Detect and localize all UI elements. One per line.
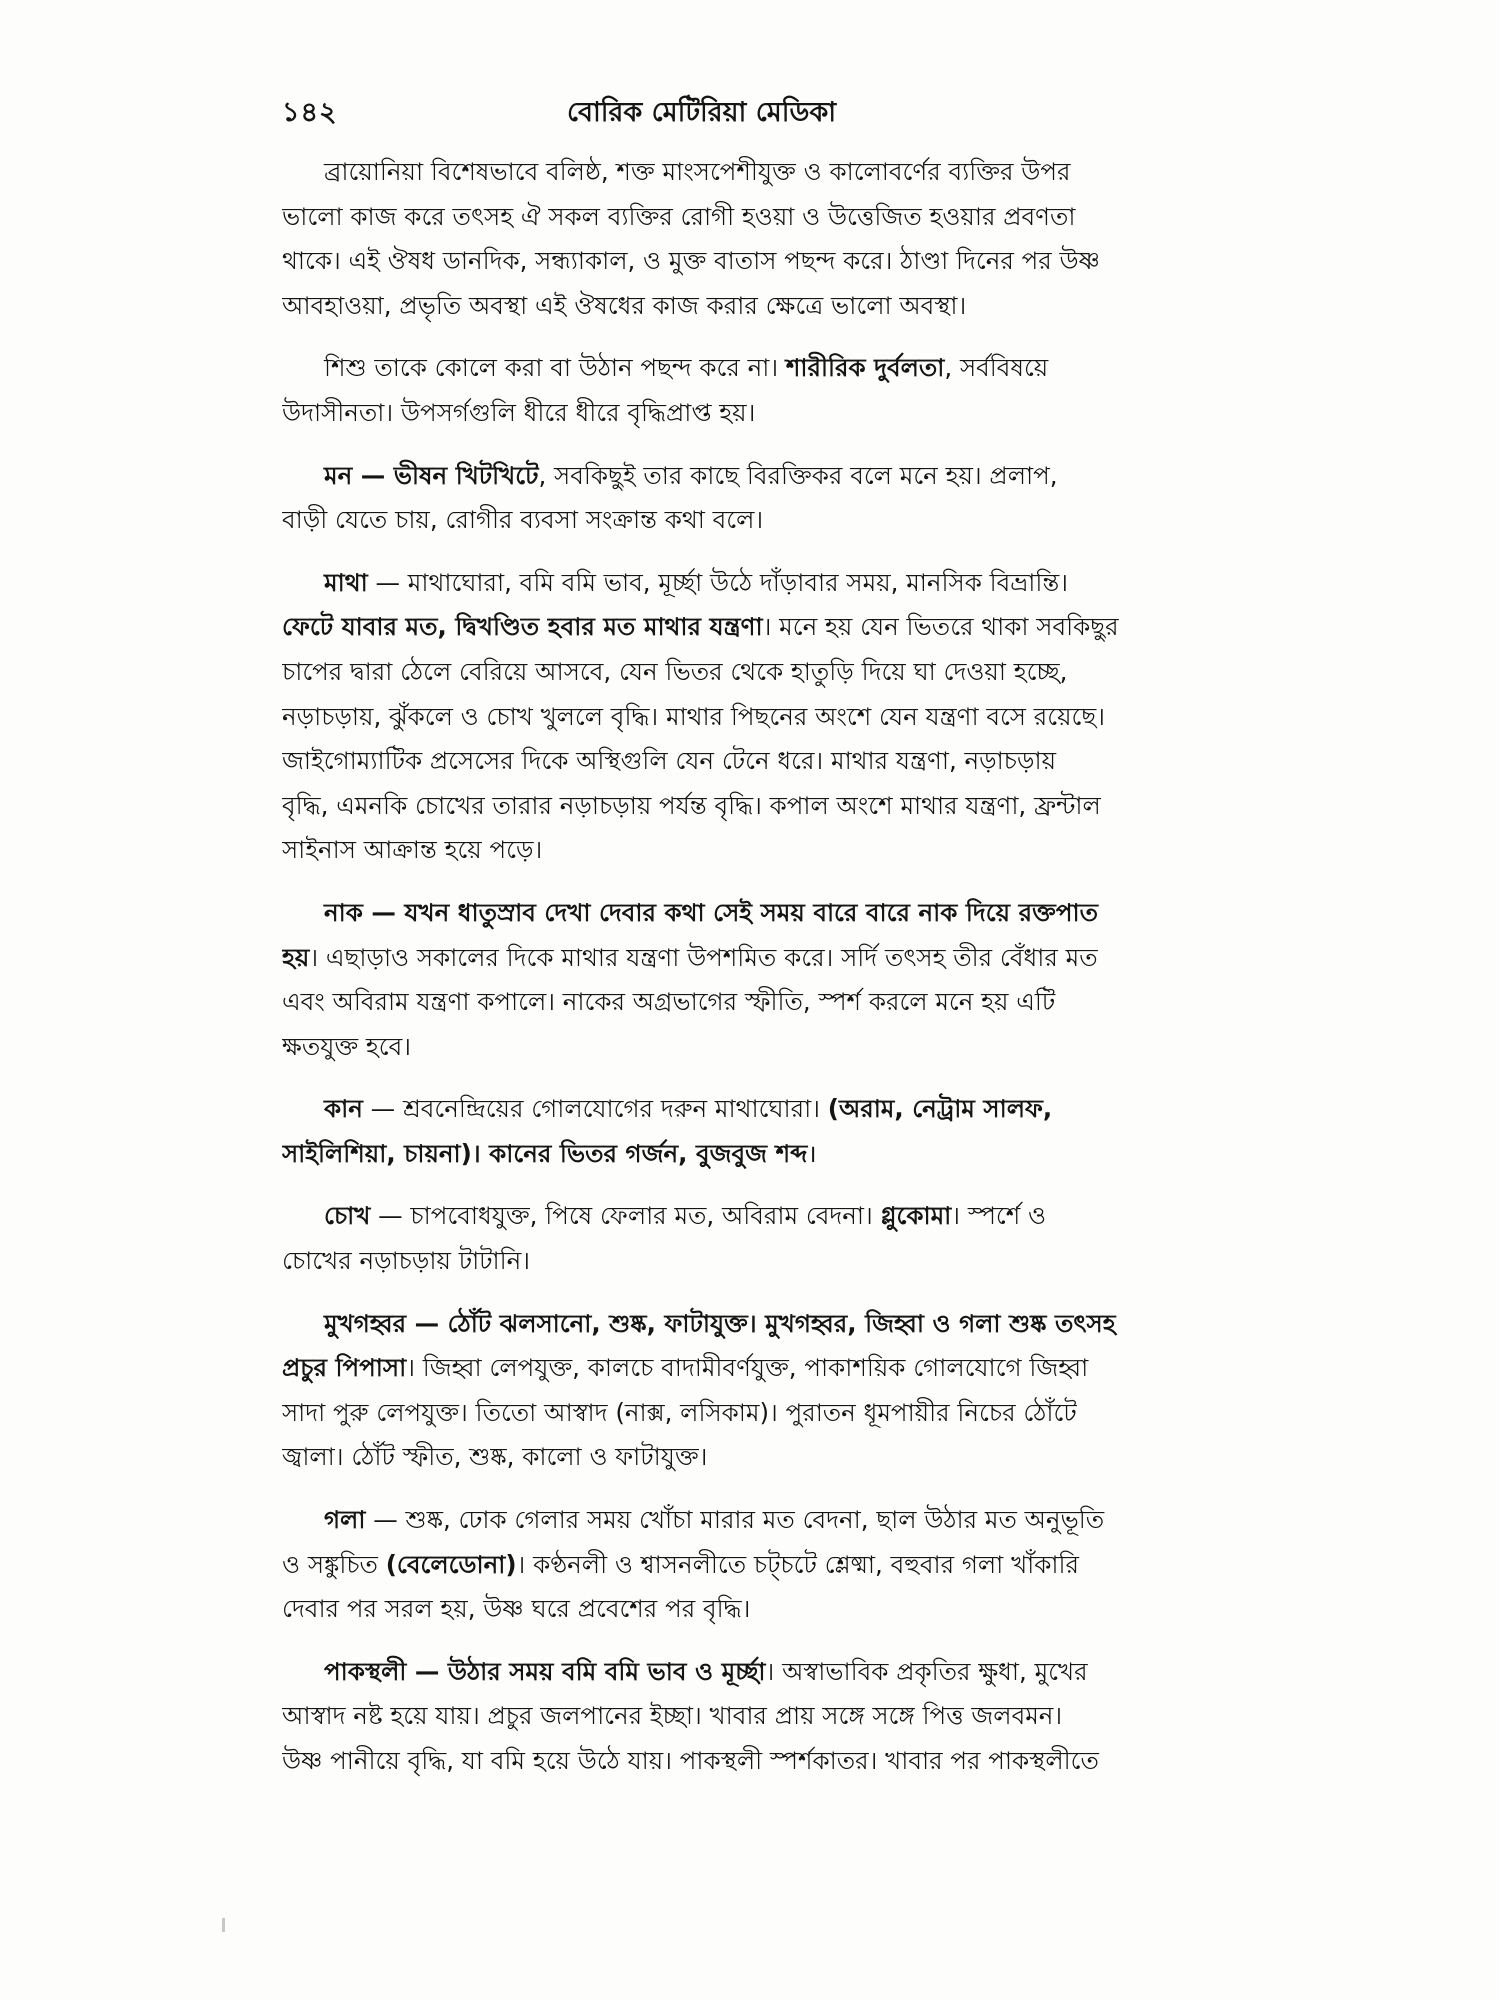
text-segment: ব্রায়োনিয়া বিশেষভাবে বলিষ্ঠ, শক্ত মাংসপেশীযুক্ত ও কালোবর্ণের ব্যক্তির উপর (324, 157, 1071, 186)
bold-text-segment: মুখগহ্বর — ঠোঁট ঝলসানো, শুষ্ক, ফাটাযুক্ত। মুখগহ্বর, জিহ্বা ও গলা শুষ্ক তৎসহ (324, 1308, 1116, 1338)
text-line (282, 1587, 1244, 1632)
bold-text-segment: গলা (324, 1505, 366, 1535)
bold-text-segment: সাইলিশিয়া, চায়না)। কানের ভিতর গর্জন, বুজবুজ শব্দ (282, 1138, 808, 1168)
text-segment: — শুষ্ক, ঢোক গেলার সময় খোঁচা মারার মত বেদনা, ছাল উঠার মত অনুভূতি (365, 1505, 1105, 1535)
text-segment: শিশু তাকে কোলে করা বা উঠান পছন্দ করে না। (324, 353, 786, 383)
bold-text-segment: মন — ভীষন খিটখিটে (324, 460, 539, 490)
text-line (282, 1239, 1244, 1284)
text-segment: — চাপবোধযুক্ত, পিষে ফেলার মত, অবিরাম বেদনা। (370, 1201, 881, 1231)
text-line (282, 284, 1244, 329)
scan-speck (222, 1918, 225, 1932)
paragraph (282, 1650, 1244, 1784)
text-line (282, 784, 1244, 829)
paragraph (282, 1194, 1244, 1283)
text-line (282, 1132, 1244, 1177)
paragraph (282, 1498, 1244, 1632)
text-line (282, 936, 1244, 981)
page-number: ১৪২ (282, 97, 338, 128)
paragraph (282, 454, 1244, 543)
text-line (282, 346, 1244, 391)
text-line (282, 605, 1244, 650)
running-title: বোরিক মেটিরিয়া মেডিকা (567, 97, 837, 128)
bold-text-segment: (বেলেডোনা) (385, 1549, 517, 1579)
text-segment: আবহাওয়া, প্রভৃতি অবস্থা এই ঔষধের কাজ করার ক্ষেত্রে ভালো অবস্থা। (282, 290, 967, 320)
text-line (282, 980, 1244, 1025)
paragraph (282, 1302, 1244, 1480)
text-line (282, 1194, 1244, 1239)
text-segment: বৃদ্ধি, এমনকি চোখের তারার নড়াচড়ায় পর্যন্ত বৃদ্ধি। কপাল অংশে মাথার যন্ত্রণা, ফ্রন্টাল (282, 790, 1101, 820)
text-segment: ক্ষতযুক্ত হবে। (282, 1031, 412, 1061)
bold-text-segment: নাক — যখন ধাতুস্রাব দেখা দেবার কথা সেই সময় বারে বারে নাক দিয়ে রক্তপাত (324, 897, 1098, 927)
text-segment: । (807, 1138, 817, 1168)
paragraph (282, 891, 1244, 1069)
text-segment: চাপের দ্বারা ঠেলে বেরিয়ে আসবে, যেন ভিতর থেকে হাতুড়ি দিয়ে ঘা দেওয়া হচ্ছে, (282, 656, 1068, 686)
bold-text-segment: গ্লুকোমা (880, 1201, 952, 1231)
bold-text-segment: (অরাম, নেট্রাম সালফ, (827, 1094, 1053, 1124)
text-line (282, 391, 1244, 436)
bold-text-segment: শারীরিক দুর্বলতা (785, 353, 945, 383)
text-segment: । স্পর্শে ও (951, 1201, 1047, 1231)
text-line (282, 1739, 1244, 1784)
text-segment: — শ্রবনেন্দ্রিয়ের গোলযোগের দরুন মাথাঘোরা। (362, 1094, 828, 1124)
bold-text-segment: ফেটে যাবার মত, দ্বিখণ্ডিত হবার মত মাথার যন্ত্রণা (282, 612, 763, 642)
text-line (282, 1025, 1244, 1070)
text-segment: সাদা পুরু লেপযুক্ত। তিতো আস্বাদ (নাক্স, লসিকাম)। পুরাতন ধূমপায়ীর নিচের ঠোঁটে (282, 1397, 1077, 1427)
text-line (282, 1694, 1244, 1739)
text-segment: নড়াচড়ায়, ঝুঁকলে ও চোখ খুললে বৃদ্ধি। মাথার পিছনের অংশে যেন যন্ত্রণা বসে রয়েছে। (282, 701, 1105, 731)
paragraph (282, 150, 1244, 328)
text-segment: । মনে হয় যেন ভিতরে থাকা সবকিছুর (762, 612, 1119, 642)
text-line (282, 498, 1244, 543)
text-line (282, 150, 1244, 195)
text-line (282, 650, 1244, 695)
text-segment: থাকে। এই ঔষধ ডানদিক, সন্ধ্যাকাল, ও মুক্ত বাতাস পছন্দ করে। ঠাণ্ডা দিনের পর উষ্ণ (282, 246, 1100, 276)
text-segment: আস্বাদ নষ্ট হয়ে যায়। প্রচুর জলপানের ইচ্ছা। খাবার প্রায় সঙ্গে সঙ্গে পিত্ত জলবমন। (282, 1701, 1063, 1731)
text-line (282, 1087, 1244, 1132)
bold-text-segment: হয় (282, 942, 310, 972)
text-line (282, 1435, 1244, 1480)
bold-text-segment: কান (324, 1094, 363, 1124)
bold-text-segment: পাকস্থলী — উঠার সময় বমি বমি ভাব ও মূর্চ্ছা (324, 1656, 766, 1686)
bold-text-segment: প্রচুর পিপাসা (282, 1353, 407, 1383)
text-segment: । অস্বাভাবিক প্রকৃতির ক্ষুধা, মুখের (765, 1656, 1088, 1686)
text-segment: ভালো কাজ করে তৎসহ ঐ সকল ব্যক্তির রোগী হওয়া ও উত্তেজিত হওয়ার প্রবণতা (282, 201, 1076, 231)
text-segment: বাড়ী যেতে চায়, রোগীর ব্যবসা সংক্রান্ত কথা বলে। (282, 505, 764, 535)
paragraph (282, 346, 1244, 435)
bold-text-segment: মাথা (324, 567, 368, 597)
text-line (282, 1498, 1244, 1543)
text-line (282, 454, 1244, 499)
bold-text-segment: চোখ (324, 1201, 371, 1231)
text-line (282, 195, 1244, 240)
text-segment: । জিহ্বা লেপযুক্ত, কালচে বাদামীবর্ণযুক্ত, পাকাশয়িক গোলযোগে জিহ্বা (406, 1353, 1089, 1383)
text-line (282, 891, 1244, 936)
text-line (282, 828, 1244, 873)
text-segment: উদাসীনতা। উপসর্গগুলি ধীরে ধীরে বৃদ্ধিপ্রাপ্ত হয়। (282, 397, 756, 427)
paragraph (282, 561, 1244, 873)
text-segment: জ্বালা। ঠোঁট স্ফীত, শুষ্ক, কালো ও ফাটাযুক্ত। (282, 1442, 708, 1472)
text-line (282, 1346, 1244, 1391)
text-segment: জাইগোম্যাটিক প্রসেসের দিকে অস্থিগুলি যেন টেনে ধরে। মাথার যন্ত্রণা, নড়াচড়ায় (282, 746, 1057, 776)
text-segment: দেবার পর সরল হয়, উষ্ণ ঘরে প্রবেশের পর বৃদ্ধি। (282, 1594, 751, 1624)
text-segment: সাইনাস আক্রান্ত হয়ে পড়ে। (282, 835, 543, 865)
body-text (282, 150, 1244, 1802)
text-segment: ও সঙ্কুচিত (282, 1549, 386, 1579)
text-line (282, 695, 1244, 740)
page-header (282, 92, 1242, 136)
paragraph (282, 1087, 1244, 1176)
text-line (282, 1391, 1244, 1436)
text-segment: এবং অবিরাম যন্ত্রণা কপালে। নাকের অগ্রভাগের স্ফীতি, স্পর্শ করলে মনে হয় এটি (282, 987, 1056, 1017)
text-line (282, 1302, 1244, 1347)
text-line (282, 1650, 1244, 1695)
text-segment: , সর্ববিষয়ে (944, 353, 1049, 383)
text-segment: । কণ্ঠনলী ও শ্বাসনলীতে চট্‌চটে শ্লেষ্মা, বহুবার গলা খাঁকারি (516, 1549, 1079, 1579)
text-line (282, 561, 1244, 606)
text-segment: উষ্ণ পানীয়ে বৃদ্ধি, যা বমি হয়ে উঠে যায়। পাকস্থলী স্পর্শকাতর। খাবার পর পাকস্থলীতে (282, 1746, 1099, 1775)
text-segment: — মাথাঘোরা, বমি বমি ভাব, মূর্চ্ছা উঠে দাঁড়াবার সময়, মানসিক বিভ্রান্তি। (367, 567, 1069, 597)
text-segment: , সবকিছুই তার কাছে বিরক্তিকর বলে মনে হয়। প্রলাপ, (538, 460, 1058, 490)
text-segment: চোখের নড়াচড়ায় টাটানি। (282, 1246, 531, 1276)
text-line (282, 1543, 1244, 1588)
text-segment: । এছাড়াও সকালের দিকে মাথার যন্ত্রণা উপশমিত করে। সর্দি তৎসহ তীর বেঁধার মত (309, 942, 1098, 972)
text-line (282, 739, 1244, 784)
text-line (282, 239, 1244, 284)
